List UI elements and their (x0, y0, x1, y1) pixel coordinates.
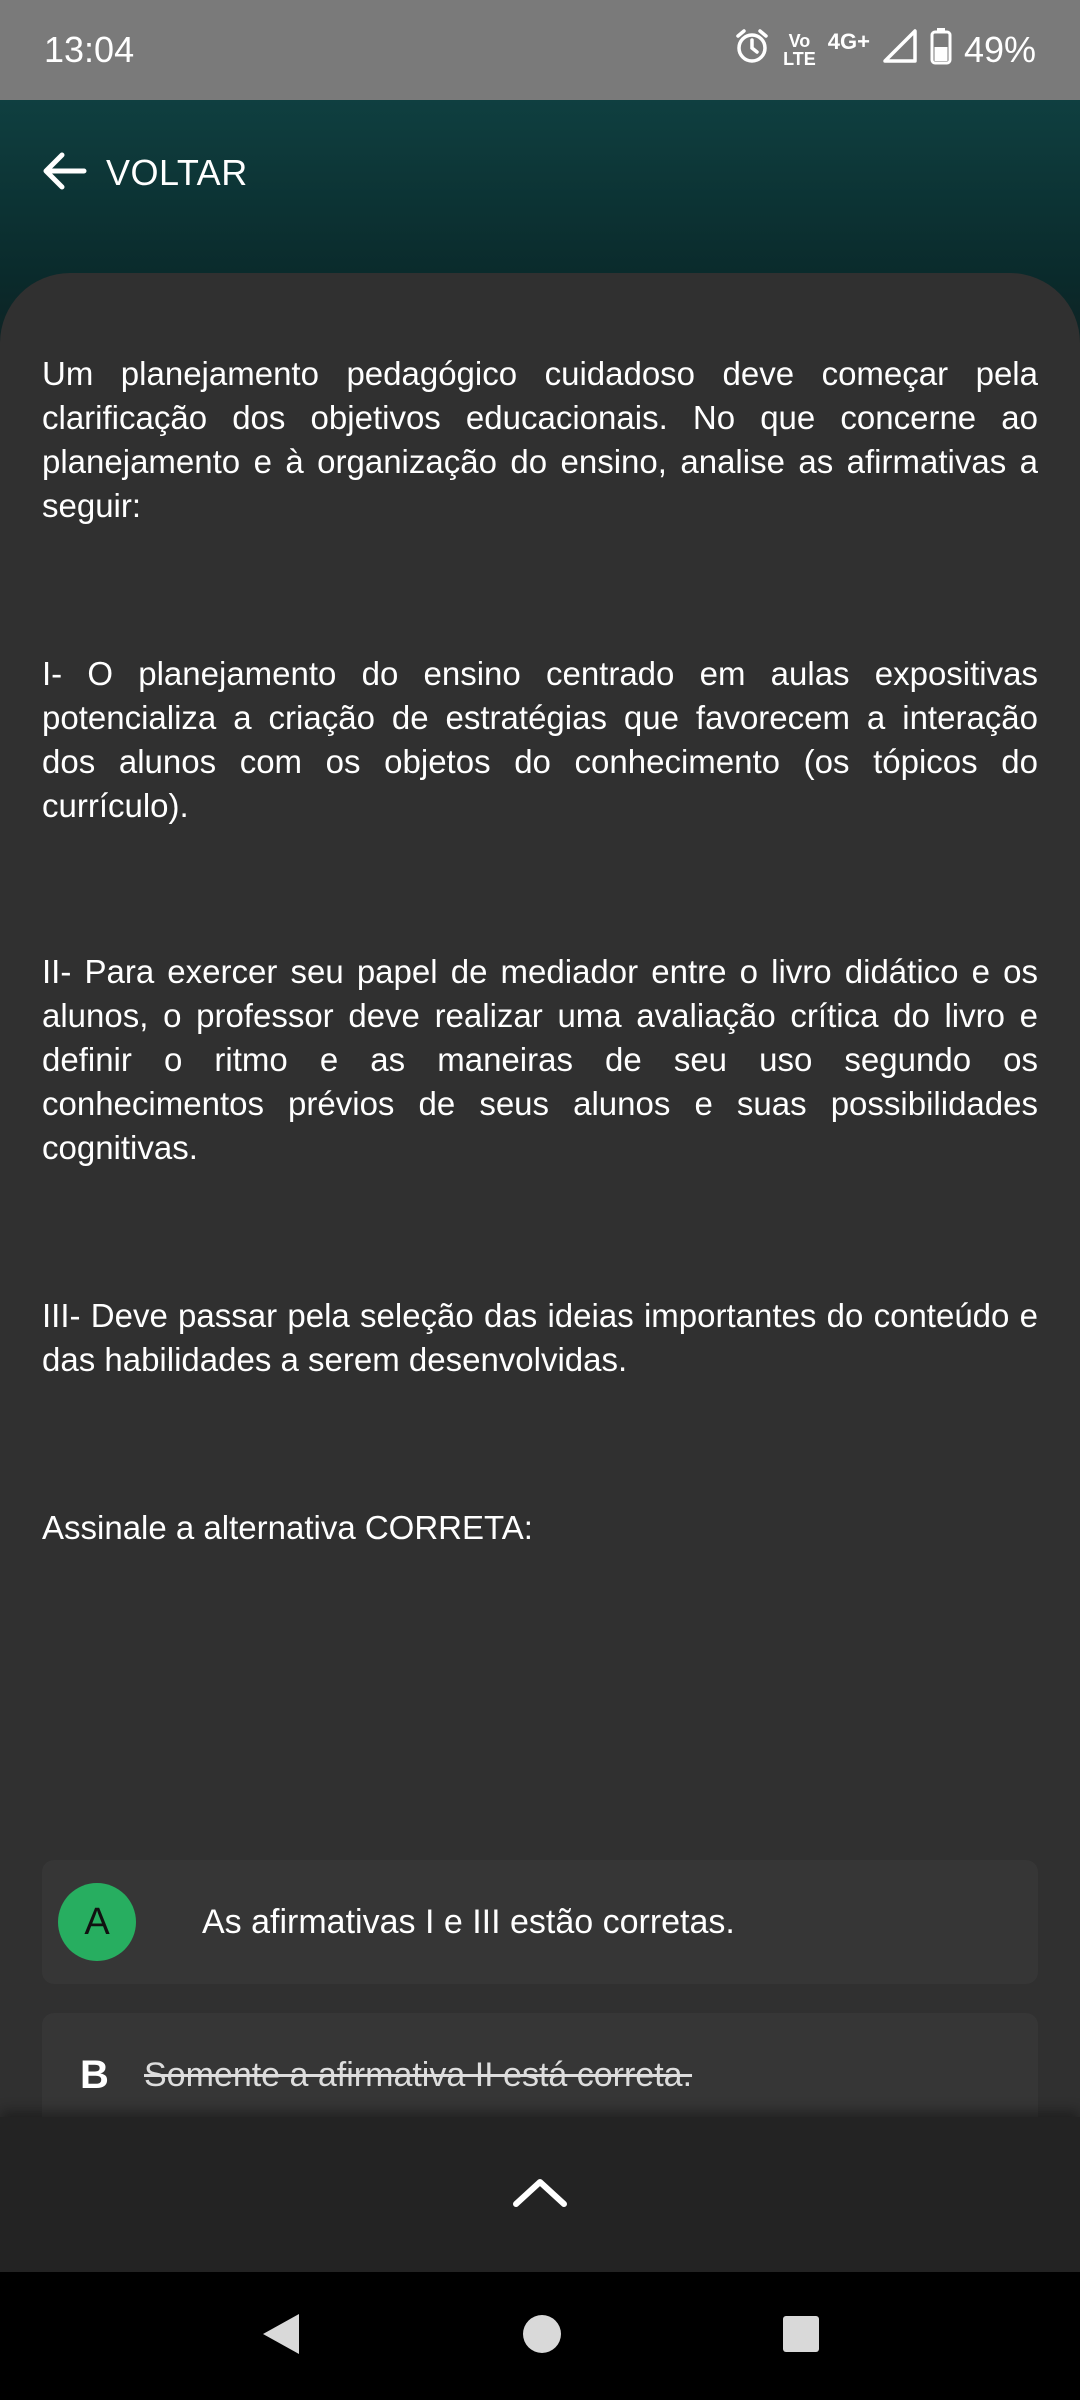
statement-1: I- O planejamento do ensino centrado em aulas expositivas potencializa a criação de estratégias que favorecem a interação dos alunos com os objetos do conhecimento (os tópicos do currículo). (42, 655, 1038, 824)
square-recent-icon[interactable] (781, 2314, 821, 2359)
battery-percent: 49% (963, 29, 1036, 70)
system-nav-bar (0, 2272, 1080, 2400)
arrow-left-icon (40, 147, 88, 200)
question-intro: Um planejamento pedagógico cuidadoso deve começar pela clarificação dos objetivos educacionais. No que concerne ao planejamento e à organização do ensino, analise as afirmativas a seguir: (42, 355, 1038, 524)
chevron-up-icon[interactable] (510, 2172, 570, 2217)
signal-icon (882, 28, 918, 73)
circle-home-icon[interactable] (520, 2312, 564, 2361)
status-time: 13:04 (44, 29, 135, 70)
back-button[interactable] (40, 145, 248, 201)
bottom-panel (0, 2117, 1080, 2272)
option-b-letter: B (80, 2052, 109, 2097)
volte-indicator (783, 32, 816, 68)
option-a[interactable] (42, 1860, 1038, 1984)
status-bar (0, 0, 1080, 100)
status-icons (733, 27, 1036, 74)
volte-bottom: LTE (783, 49, 816, 69)
triangle-back-icon[interactable] (259, 2310, 303, 2363)
mobile-data-label: 4G+ (827, 29, 870, 54)
option-a-text: As afirmativas I e III estão corretas. (202, 1902, 735, 1941)
option-b-text: Somente a afirmativa II está correta. (144, 2055, 693, 2094)
question-card (0, 273, 1080, 2123)
volte-top: Vo (788, 31, 811, 51)
question-prompt: Assinale a alternativa CORRETA: (42, 1509, 533, 1546)
statement-3: III- Deve passar pela seleção das ideias importantes do conteúdo e das habilidades a serem desenvolvidas. (42, 1297, 1038, 1378)
battery-icon (930, 27, 952, 74)
option-a-letter: A (58, 1883, 136, 1961)
back-label: VOLTAR (106, 152, 248, 193)
alarm-icon (733, 27, 771, 74)
statement-2: II- Para exercer seu papel de mediador entre o livro didático e os alunos, o professor deve realizar uma avaliação crítica do livro e definir o ritmo e as maneiras de seu uso segundo os conhecimentos prévios de seus alunos e suas possibilidades cognitivas. (42, 953, 1038, 1166)
